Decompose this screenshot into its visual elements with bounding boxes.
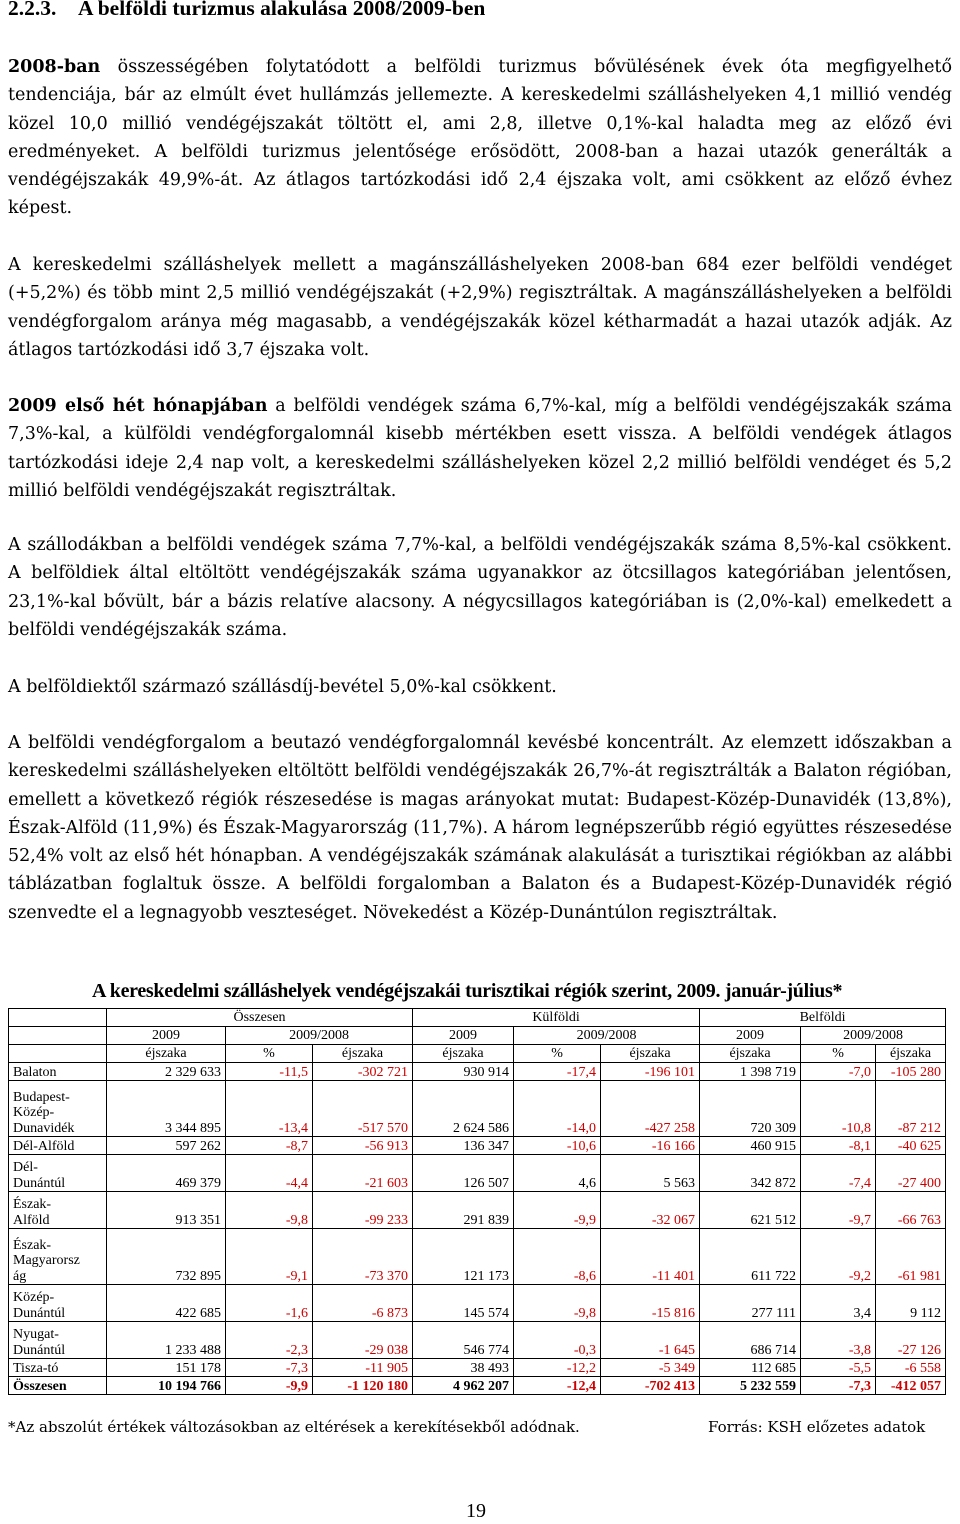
unit-header: éjszaka [107,1045,226,1063]
value-cell: 151 178 [107,1359,226,1377]
value-cell: -3,8 [801,1322,876,1359]
value-cell: -16 166 [601,1137,700,1155]
region-name-cell: Balaton [9,1063,107,1081]
value-cell: 112 685 [700,1359,801,1377]
value-cell: -66 763 [876,1192,946,1229]
table-row [9,1155,946,1192]
paragraph-3-text: a belföldi vendégek száma 6,7%-kal, míg a belföldi vendégéjszakák száma 7,3%-kal, a külföldi vendégforgalomnál kisebb mértékben esett vissza. A belföldi vendégek átlagos tartózkodási ideje 2,4 nap volt, a kereskedelmi szálláshelyeken közel 2,2 millió belföldi vendéget és 5,2 millió belföldi vendégéjszakát regisztráltak. [8,396,952,501]
value-cell: 3,4 [801,1285,876,1322]
table-caption: A kereskedelmi szálláshelyek vendégéjszakái turisztikai régiók szerint, 2009. január-július* [92,980,843,1002]
value-cell: 5 563 [601,1155,700,1192]
region-name-cell: Észak- Alföld [9,1192,107,1229]
value-cell: -73 370 [313,1229,413,1285]
value-cell: -1,6 [226,1285,313,1322]
value-cell: -5 349 [601,1359,700,1377]
unit-header: % [801,1045,876,1063]
value-cell: 2 329 633 [107,1063,226,1081]
value-cell: -0,3 [514,1322,601,1359]
header-empty-cell [9,1009,107,1027]
value-cell: 1 233 488 [107,1322,226,1359]
region-name-cell: Nyugat- Dunántúl [9,1322,107,1359]
value-cell: -8,7 [226,1137,313,1155]
table-row [9,1359,946,1377]
year-header: 2009 [413,1027,514,1045]
value-cell: 136 347 [413,1137,514,1155]
value-cell: 291 839 [413,1192,514,1229]
paragraph-3 [8,392,952,505]
paragraph-1-lead: 2008-ban [8,57,101,77]
value-cell: 121 173 [413,1229,514,1285]
section-number: 2.2.3. [8,0,57,20]
value-cell: 621 512 [700,1192,801,1229]
value-cell: -9,8 [514,1285,601,1322]
value-cell: -302 721 [313,1063,413,1081]
value-cell: 10 194 766 [107,1377,226,1395]
paragraph-3-lead: 2009 első hét hónapjában [8,396,268,416]
header-row-groups [9,1009,946,1027]
value-cell: -6 873 [313,1285,413,1322]
table-row [9,1192,946,1229]
paragraph-4: A szállodákban a belföldi vendégek száma 7,7%-kal, a belföldi vendégéjszakák száma 8,5%-kal csökkent. A belföldiek által eltöltött vendégéjszakák száma ugyanakkor az ötcsillagos kategóriában jelentősen, 23,1%-kal bővült, bár a bázis relatíve alacsony. A négycsillagos kategóriában is (2,0%-kal) emelkedett a belföldi vendégéjszakák száma. [8,535,952,640]
value-cell: 5 232 559 [700,1377,801,1395]
header-empty-cell [9,1045,107,1063]
value-cell: -9,2 [801,1229,876,1285]
value-cell: -9,7 [801,1192,876,1229]
table-row [9,1285,946,1322]
table-row [9,1081,946,1137]
paragraph-1-text: összességében folytatódott a belföldi turizmus bővülésének évek óta megfigyelhető tendenciája, bár az elmúlt évet hullámzás jellemezte. A kereskedelmi szálláshelyeken 4,1 millió vendég közel 10,0 millió vendégéjszakát töltött el, ami 2,8, illetve 0,1%-kal haladta meg az előző évi eredményeket. A belföldi turizmus jelentősége erősödött, 2008-ban a hazai utazók generálták a vendégéjszakák 49,9%-át. Az átlagos tartózkodási idő 2,4 éjszaka volt, ami csökkent az előző évhez képest. [8,57,952,219]
value-cell: -412 057 [876,1377,946,1395]
value-cell: -427 258 [601,1081,700,1137]
value-cell: -8,6 [514,1229,601,1285]
value-cell: -9,8 [226,1192,313,1229]
region-name-cell: Észak- Magyarorsz ág [9,1229,107,1285]
value-cell: -4,4 [226,1155,313,1192]
unit-header: éjszaka [313,1045,413,1063]
value-cell: -99 233 [313,1192,413,1229]
table-row [9,1137,946,1155]
value-cell: 913 351 [107,1192,226,1229]
value-cell: -7,0 [801,1063,876,1081]
value-cell: -7,3 [801,1377,876,1395]
region-name-cell: Tisza-tó [9,1359,107,1377]
unit-header: % [514,1045,601,1063]
value-cell: -17,4 [514,1063,601,1081]
value-cell: 9 112 [876,1285,946,1322]
table-total-row [9,1377,946,1395]
value-cell: -32 067 [601,1192,700,1229]
value-cell: 930 914 [413,1063,514,1081]
value-cell: -1 120 180 [313,1377,413,1395]
value-cell: -56 913 [313,1137,413,1155]
region-name-cell: Budapest- Közép- Dunavidék [9,1081,107,1137]
change-header: 2009/2008 [514,1027,700,1045]
value-cell: 686 714 [700,1322,801,1359]
value-cell: 4 962 207 [413,1377,514,1395]
value-cell: -10,6 [514,1137,601,1155]
value-cell: -87 212 [876,1081,946,1137]
value-cell: -7,3 [226,1359,313,1377]
value-cell: -15 816 [601,1285,700,1322]
unit-header: éjszaka [700,1045,801,1063]
value-cell: 3 344 895 [107,1081,226,1137]
paragraph-1 [8,53,952,223]
change-header: 2009/2008 [801,1027,946,1045]
value-cell: -8,1 [801,1137,876,1155]
value-cell: -9,9 [514,1192,601,1229]
year-header: 2009 [107,1027,226,1045]
unit-header: % [226,1045,313,1063]
unit-header: éjszaka [601,1045,700,1063]
region-name-cell: Összesen [9,1377,107,1395]
value-cell: 342 872 [700,1155,801,1192]
page-number: 19 [466,1500,486,1522]
table-footnote: *Az abszolút értékek változásokban az eltérések a kerekítésekből adódnak. [8,1418,580,1436]
section-title: A belföldi turizmus alakulása 2008/2009-ben [78,0,486,20]
value-cell: 38 493 [413,1359,514,1377]
group-header: Összesen [107,1009,413,1027]
value-cell: -11 905 [313,1359,413,1377]
header-empty-cell [9,1027,107,1045]
value-cell: 720 309 [700,1081,801,1137]
unit-header: éjszaka [876,1045,946,1063]
value-cell: 469 379 [107,1155,226,1192]
table-row [9,1229,946,1285]
value-cell: -5,5 [801,1359,876,1377]
unit-header: éjszaka [413,1045,514,1063]
value-cell: 126 507 [413,1155,514,1192]
paragraph-6: A belföldi vendégforgalom a beutazó vendégforgalomnál kevésbé koncentrált. Az elemzett időszakban a kereskedelmi szálláshelyeken eltöltött belföldi vendégéjszakák 26,7%-át regisztrálták a Balaton régióban, emellett a következő régiók részesedése is magas arányokat mutat: Budapest-Közép-Dunavidék (13,8%), Észak-Alföld (11,9%) és Észak-Magyarország (11,7%). A három legnépszerűbb régió együttes részesedése 52,4% volt az első hét hónapban. A vendégéjszakák számának alakulását a turisztikai régiókban az alábbi táblázatban foglaltuk össze. A belföldi forgalomban a Balaton és a Budapest-Közép-Dunavidék régió szenvedte el a legnagyobb veszteséget. Növekedést a Közép-Dunántúlon regisztráltak. [8,733,952,923]
value-cell: -40 625 [876,1137,946,1155]
value-cell: 460 915 [700,1137,801,1155]
paragraph-5: A belföldiektől származó szállásdíj-bevétel 5,0%-kal csökkent. [8,677,557,697]
table-row [9,1322,946,1359]
table-source: Forrás: KSH előzetes adatok [708,1418,926,1436]
region-name-cell: Dél- Dunántúl [9,1155,107,1192]
value-cell: -61 981 [876,1229,946,1285]
value-cell: 422 685 [107,1285,226,1322]
regions-table [8,1008,946,1395]
group-header: Belföldi [700,1009,946,1027]
value-cell: -12,4 [514,1377,601,1395]
value-cell: -7,4 [801,1155,876,1192]
value-cell: -21 603 [313,1155,413,1192]
value-cell: 1 398 719 [700,1063,801,1081]
change-header: 2009/2008 [226,1027,413,1045]
value-cell: -27 400 [876,1155,946,1192]
header-row-units [9,1045,946,1063]
value-cell: -27 126 [876,1322,946,1359]
value-cell: 277 111 [700,1285,801,1322]
value-cell: -13,4 [226,1081,313,1137]
value-cell: 611 722 [700,1229,801,1285]
value-cell: -12,2 [514,1359,601,1377]
value-cell: -2,3 [226,1322,313,1359]
paragraph-2: A kereskedelmi szálláshelyek mellett a magánszálláshelyeken 2008-ban 684 ezer belföldi vendéget (+5,2%) és több mint 2,5 millió vendégéjszakát (+2,9%) regisztráltak. A magánszálláshelyeken a belföldi vendégforgalom aránya még magasabb, a vendégéjszakák közel kétharmadát a hazai utazók adják. Az átlagos tartózkodási idő 3,7 éjszaka volt. [8,255,952,360]
year-header: 2009 [700,1027,801,1045]
value-cell: -14,0 [514,1081,601,1137]
value-cell: -9,9 [226,1377,313,1395]
value-cell: 2 624 586 [413,1081,514,1137]
value-cell: -196 101 [601,1063,700,1081]
group-header: Külföldi [413,1009,700,1027]
value-cell: -9,1 [226,1229,313,1285]
value-cell: 597 262 [107,1137,226,1155]
value-cell: -517 570 [313,1081,413,1137]
table-row [9,1063,946,1081]
value-cell: -702 413 [601,1377,700,1395]
region-name-cell: Közép- Dunántúl [9,1285,107,1322]
value-cell: -6 558 [876,1359,946,1377]
header-row-years [9,1027,946,1045]
value-cell: -11,5 [226,1063,313,1081]
value-cell: -105 280 [876,1063,946,1081]
value-cell: -1 645 [601,1322,700,1359]
value-cell: -29 038 [313,1322,413,1359]
value-cell: 546 774 [413,1322,514,1359]
value-cell: 4,6 [514,1155,601,1192]
value-cell: 145 574 [413,1285,514,1322]
region-name-cell: Dél-Alföld [9,1137,107,1155]
value-cell: 732 895 [107,1229,226,1285]
section-heading [8,0,485,21]
value-cell: -11 401 [601,1229,700,1285]
value-cell: -10,8 [801,1081,876,1137]
